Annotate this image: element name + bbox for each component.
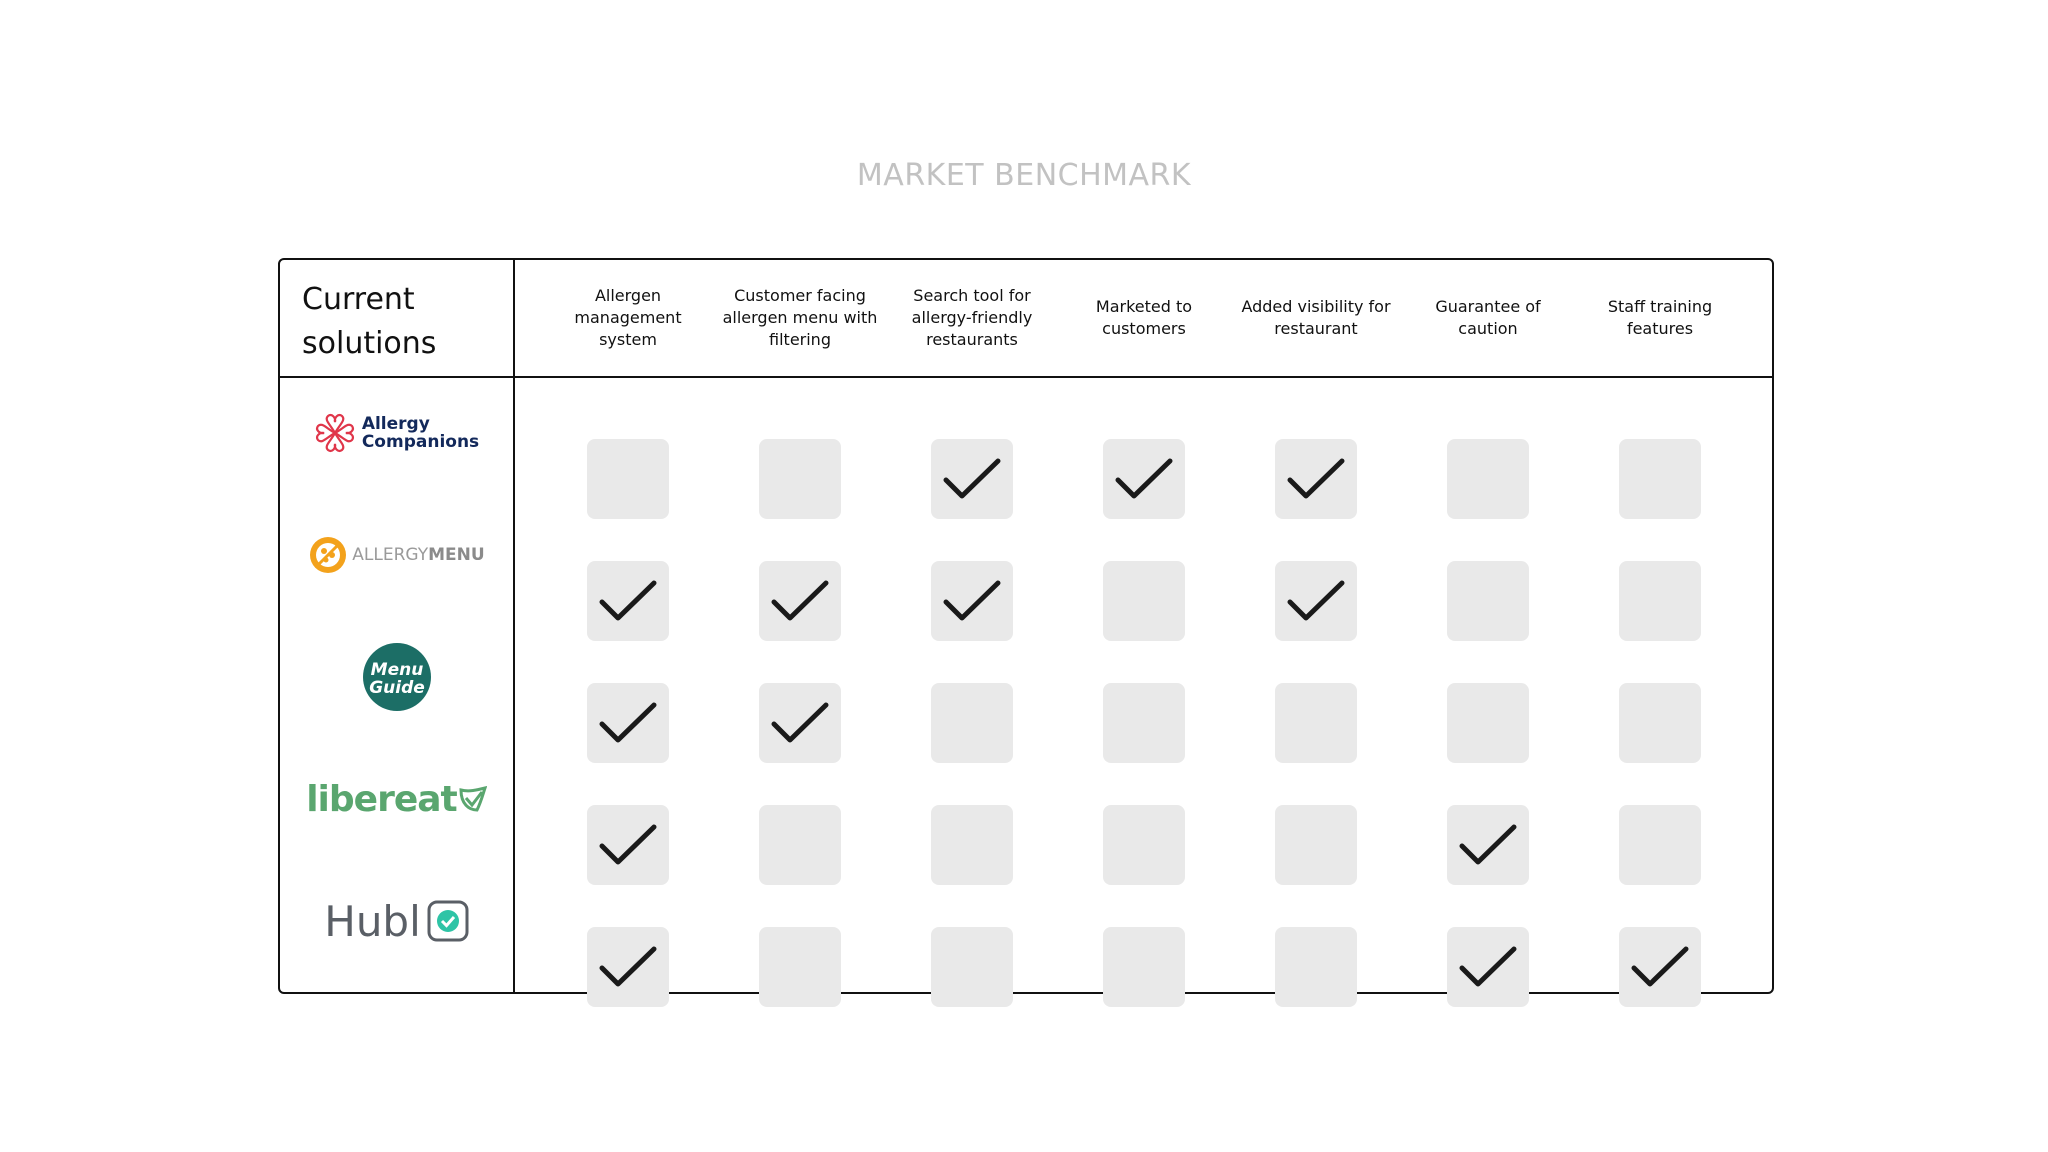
checkmark-icon xyxy=(942,578,1002,624)
empty-cell xyxy=(1619,561,1701,641)
checkmark-icon xyxy=(598,822,658,868)
empty-cell xyxy=(1103,927,1185,1007)
checkmark-icon xyxy=(1286,456,1346,502)
hubl-logo xyxy=(280,876,513,966)
empty-cell xyxy=(1275,683,1357,763)
checked-cell xyxy=(587,927,669,1007)
empty-cell xyxy=(759,439,841,519)
menu-guide-circle-icon xyxy=(362,642,432,712)
column-divider xyxy=(513,260,515,992)
feature-header: Staff training features xyxy=(1607,297,1713,338)
feature-header: Allergen management system xyxy=(574,286,682,349)
logo-text: Hubl xyxy=(324,896,421,946)
empty-cell xyxy=(1275,805,1357,885)
checked-cell xyxy=(1275,561,1357,641)
hubl-check-icon xyxy=(427,900,469,942)
feature-header: Added visibility for restaurant xyxy=(1241,297,1391,338)
benchmark-table xyxy=(278,258,1774,994)
empty-cell xyxy=(1619,439,1701,519)
feature-header: Customer facing allergen menu with filtering xyxy=(722,286,878,349)
menu-guide-logo xyxy=(280,632,513,722)
logo-text: Menu xyxy=(370,660,423,680)
empty-cell xyxy=(1275,927,1357,1007)
allergymenu-logo xyxy=(280,510,513,600)
checkmark-icon xyxy=(770,700,830,746)
empty-cell xyxy=(1103,683,1185,763)
allergymenu-badge-icon xyxy=(308,535,348,575)
checked-cell xyxy=(931,439,1013,519)
empty-cell xyxy=(931,927,1013,1007)
empty-cell xyxy=(1619,805,1701,885)
checked-cell xyxy=(587,805,669,885)
empty-cell xyxy=(1103,805,1185,885)
feature-header: Guarantee of caution xyxy=(1435,297,1541,338)
page-title: MARKET BENCHMARK xyxy=(856,158,1192,193)
empty-cell xyxy=(587,439,669,519)
empty-cell xyxy=(1103,561,1185,641)
empty-cell xyxy=(931,805,1013,885)
checked-cell xyxy=(1103,439,1185,519)
logo-text-bold: MENU xyxy=(428,545,485,565)
checked-cell xyxy=(587,561,669,641)
checkmark-icon xyxy=(942,456,1002,502)
corner-label: Current solutions xyxy=(302,282,437,361)
empty-cell xyxy=(931,683,1013,763)
empty-cell xyxy=(1447,683,1529,763)
empty-cell xyxy=(1447,561,1529,641)
checkmark-icon xyxy=(1630,944,1690,990)
checkmark-icon xyxy=(1458,944,1518,990)
checkmark-icon xyxy=(1286,578,1346,624)
checked-cell xyxy=(759,683,841,763)
checkmark-icon xyxy=(598,578,658,624)
checked-cell xyxy=(931,561,1013,641)
checked-cell xyxy=(1447,805,1529,885)
feature-header: Search tool for allergy-friendly restaurants xyxy=(911,286,1033,349)
checkmark-icon xyxy=(1458,822,1518,868)
leaf-check-icon xyxy=(457,784,487,814)
header-divider xyxy=(280,376,1772,378)
checked-cell xyxy=(759,561,841,641)
checked-cell xyxy=(587,683,669,763)
checked-cell xyxy=(1275,439,1357,519)
empty-cell xyxy=(759,927,841,1007)
checkmark-icon xyxy=(598,944,658,990)
checked-cell xyxy=(1447,927,1529,1007)
flower-heart-icon xyxy=(314,412,356,454)
logo-text: ALLERGY xyxy=(352,545,429,565)
empty-cell xyxy=(1447,439,1529,519)
logo-text: libereat xyxy=(306,778,457,820)
empty-cell xyxy=(759,805,841,885)
feature-header: Marketed to customers xyxy=(1095,297,1193,338)
checked-cell xyxy=(1619,927,1701,1007)
libereat-logo xyxy=(280,754,513,844)
checkmark-icon xyxy=(770,578,830,624)
logo-text: Allergy xyxy=(361,414,430,434)
checkmark-icon xyxy=(598,700,658,746)
empty-cell xyxy=(1619,683,1701,763)
allergy-companions-logo xyxy=(280,388,513,478)
checkmark-icon xyxy=(1114,456,1174,502)
logo-text: Guide xyxy=(368,678,425,698)
logo-text: Companions xyxy=(361,432,480,452)
